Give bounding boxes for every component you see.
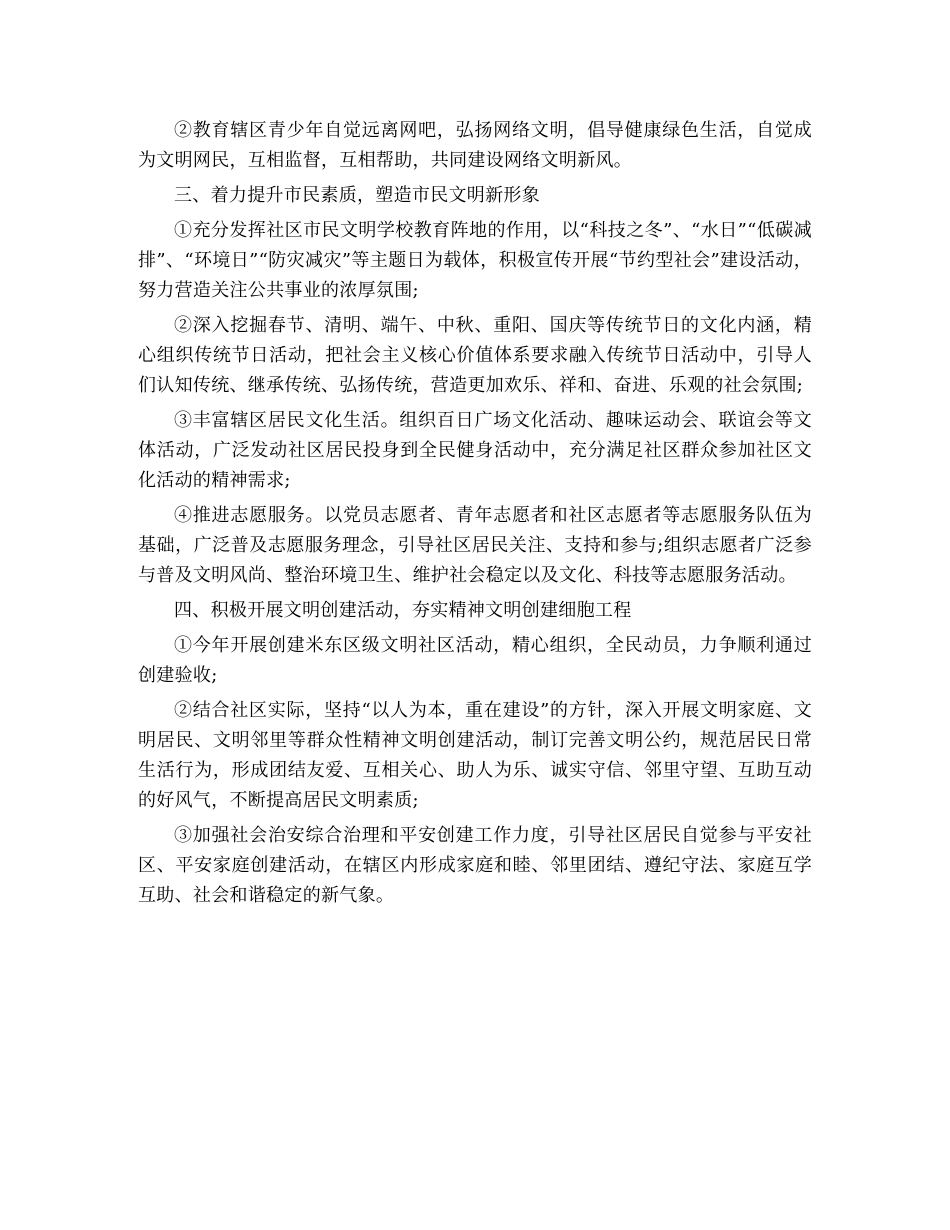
- paragraph-theme-days: ①充分发挥社区市民文明学校教育阵地的作用，以“科技之冬”、“水日”“低碳减排”、“环境日”“防灾减灾”等主题日为载体，积极宣传开展“节约型社会”建设活动，努力营造关注公共事业的浓厚氛围;: [138, 220, 812, 301]
- section-heading-3: 三、着力提升市民素质，塑造市民文明新形象: [174, 185, 540, 206]
- paragraph-people-oriented: ②结合社区实际，坚持“以人为本，重在建设”的方针，深入开展文明家庭、文明居民、文明邻里等群众性精神文明创建活动，制订完善文明公约，规范居民日常生活行为，形成团结友爱、互相关心、助人为乐、诚实守信、邻里守望、互助互动的好风气，不断提高居民文明素质;: [138, 700, 812, 811]
- paragraph-traditional-festivals: ②深入挖掘春节、清明、端午、中秋、重阳、国庆等传统节日的文化内涵，精心组织传统节日活动，把社会主义核心价值体系要求融入传统节日活动中，引导人们认知传统、继承传统、弘扬传统，营造更加欢乐、祥和、奋进、乐观的社会氛围;: [138, 315, 812, 396]
- paragraph-cultural-life: ③丰富辖区居民文化生活。组织百日广场文化活动、趣味运动会、联谊会等文体活动，广泛发动社区居民投身到全民健身活动中，充分满足社区群众参加社区文化活动的精神需求;: [138, 410, 812, 491]
- paragraph-volunteer-service: ④推进志愿服务。以党员志愿者、青年志愿者和社区志愿者等志愿服务队伍为基础，广泛普及志愿服务理念，引导社区居民关注、支持和参与;组织志愿者广泛参与普及文明风尚、整治环境卫生、维护社会稳定以及文化、科技等志愿服务活动。: [138, 505, 812, 586]
- paragraph-civilized-community: ①今年开展创建米东区级文明社区活动，精心组织，全民动员，力争顺利通过创建验收;: [138, 635, 812, 686]
- paragraph-education-internet: ②教育辖区青少年自觉远离网吧，弘扬网络文明，倡导健康绿色生活，自觉成为文明网民，互相监督，互相帮助，共同建设网络文明新风。: [138, 120, 812, 171]
- paragraph-public-security: ③加强社会治安综合治理和平安创建工作力度，引导社区居民自觉参与平安社区、平安家庭创建活动，在辖区内形成家庭和睦、邻里团结、遵纪守法、家庭互学互助、社会和谐稳定的新气象。: [138, 825, 812, 906]
- section-heading-4: 四、积极开展文明创建活动，夯实精神文明创建细胞工程: [174, 600, 632, 621]
